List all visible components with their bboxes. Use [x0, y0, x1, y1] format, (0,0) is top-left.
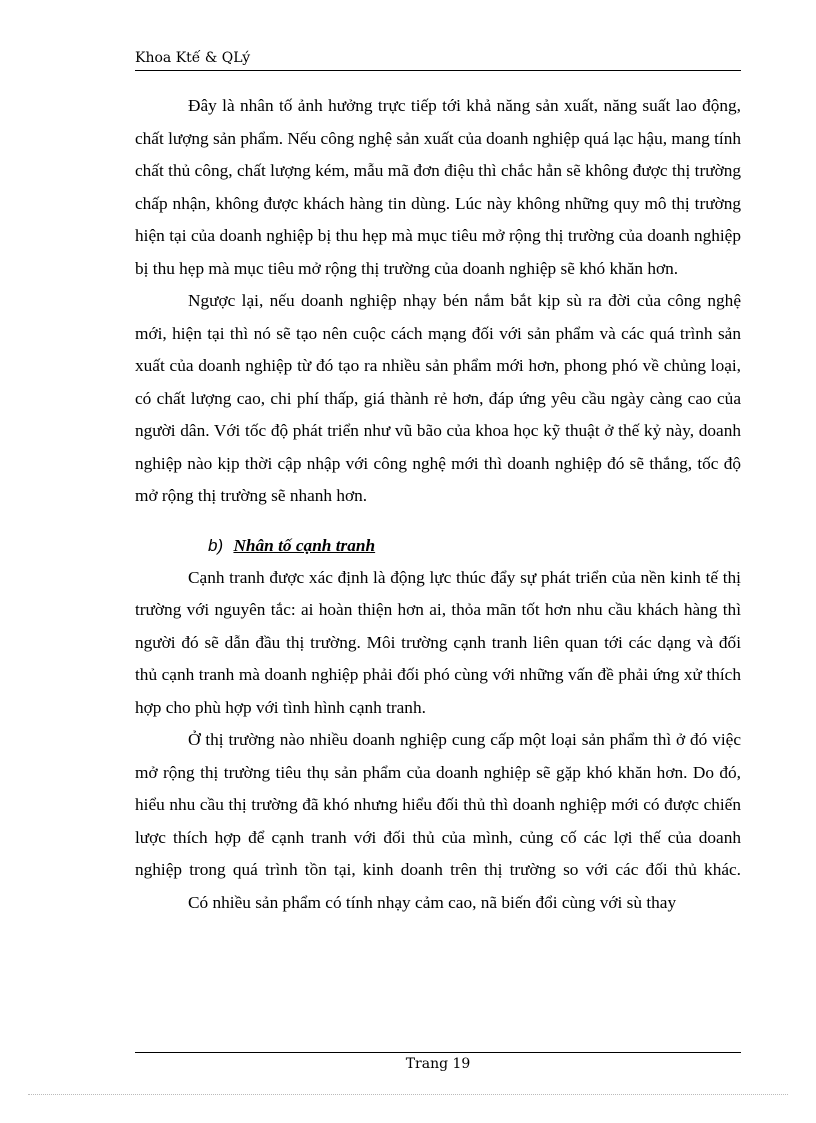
paragraph: Ngược lại, nếu doanh nghiệp nhạy bén nắm bắt kịp sù ra đời của công nghệ mới, hiện tại thì nó sẽ tạo nên cuộc cách mạng đối với sản phẩm và các quá trình sản xuất của doanh nghiệp từ đó tạo ra nhiều sản phẩm mới hơn, phong phó về chủng loại, có chất lượng cao, chi phí thấp, giá thành rẻ hơn, đáp ứng yêu cầu ngày càng cao của người dân. Với tốc độ phát triển như vũ bão của khoa học kỹ thuật ở thế kỷ này, doanh nghiệp nào kịp thời cập nhập với công nghệ mới thì doanh nghiệp đó sẽ thắng, tốc độ mở rộng thị trường sẽ nhanh hơn.: [135, 291, 741, 505]
paragraph: Đây là nhân tố ảnh hưởng trực tiếp tới khả năng sản xuất, năng suất lao động, chất lượng sản phẩm. Nếu công nghệ sản xuất của doanh nghiệp quá lạc hậu, mang tính chất thủ công, chất lượng kém, mẫu mã đơn điệu thì chắc hẳn sẽ không được thị trường chấp nhận, không được khách hàng tin dùng. Lúc này không những quy mô thị trường hiện tại của doanh nghiệp bị thu hẹp mà mục tiêu mở rộng thị trường của doanh nghiệp bị thu hẹp mà mục tiêu mở rộng thị trường của doanh nghiệp sẽ khó khăn hơn.: [135, 96, 741, 278]
section-title: Nhân tố cạnh tranh: [233, 535, 376, 555]
page-bottom-border: [28, 1094, 788, 1095]
paragraph: Ở thị trường nào nhiều doanh nghiệp cung cấp một loại sản phẩm thì ở đó việc mở rộng thị trường tiêu thụ sản phẩm của doanh nghiệp sẽ gặp khó khăn hơn. Do đó, hiểu nhu cầu thị trường đã khó nhưng hiểu đối thủ thì doanh nghiệp mới có được chiến lược thích hợp để cạnh tranh với đối thủ của mình, củng cố các lợi thế của doanh nghiệp trong quá trình tồn tại, kinh doanh trên thị trường so với các đối thủ khác.: [135, 730, 741, 879]
page-body: [135, 90, 741, 919]
paragraph: Có nhiều sản phẩm có tính nhạy cảm cao, nã biến đổi cùng với sù thay: [188, 892, 677, 912]
page-number: Trang 19: [405, 1056, 471, 1072]
section-heading: [135, 530, 741, 562]
page-header: Khoa Ktế & QLý: [135, 50, 251, 66]
footer-divider: [135, 1052, 741, 1053]
section-number: b): [208, 535, 224, 555]
paragraph: Cạnh tranh được xác định là động lực thúc đẩy sự phát triển của nền kinh tế thị trường với nguyên tắc: ai hoàn thiện hơn ai, thỏa mãn tốt hơn nhu cầu khách hàng thì người đó sẽ dẫn đầu thị trường. Môi trường cạnh tranh liên quan tới các dạng và đối thủ cạnh tranh mà doanh nghiệp phải đối phó cùng với những vấn đề phải ứng xử thích hợp cho phù hợp với tình hình cạnh tranh.: [135, 567, 741, 717]
header-divider: [135, 70, 741, 71]
